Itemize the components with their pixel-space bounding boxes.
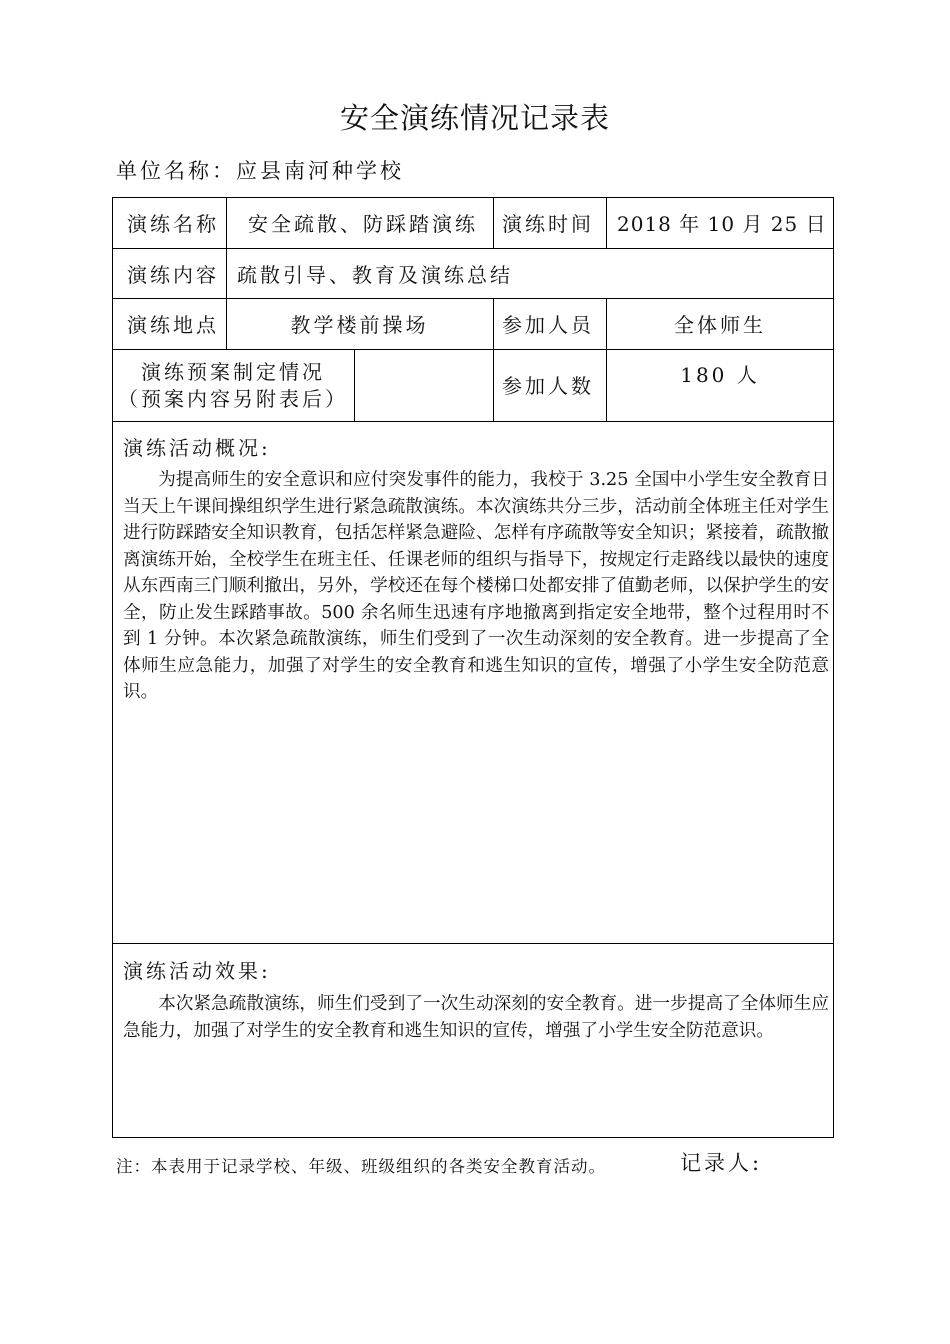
drill-time-value: 2018 年 10 月 25 日 bbox=[617, 212, 827, 236]
drill-name-label: 演练名称 bbox=[127, 212, 219, 236]
drill-location-value: 教学楼前操场 bbox=[290, 313, 429, 337]
recorder-label: 记录人: bbox=[680, 1151, 763, 1175]
overview-text: 为提高师生的安全意识和应付突发事件的能力，我校于 3.25 全国中小学生安全教育日当天上午课间操组织学生进行紧急疏散演练。本次演练共分三步，活动前全体班主任对学生进行防踩踏安全知识教育，包括怎样紧急避险、怎样有序疏散等安全知识；紧接着，疏散撤离演练开始，全校学生在班主任、任课老师的组织与指导下，按规定行走路线以最快的速度从东西南三门顺利撤出，另外，学校还在每个楼梯口处都安排了值勤老师，以保护学生的安全，防止发生踩踏事故。500 余名师生迅速有序地撤离到指定安全地带，整个过程用时不到 1 分钟。本次紧急疏散演练，师生们受到了一次生动深刻的安全教育。进一步提高了全体师生应急能力，加强了对学生的安全教育和逃生知识的宣传，增强了小学生安全防范意识。 bbox=[123, 470, 829, 702]
col-divider bbox=[606, 197, 607, 249]
row-divider bbox=[112, 248, 834, 249]
drill-content-value: 疏散引导、教育及演练总结 bbox=[237, 263, 513, 287]
unit-name: 单位名称：应县南河种学校 bbox=[116, 159, 404, 183]
participants-value: 全体师生 bbox=[674, 313, 766, 337]
row-divider bbox=[112, 421, 834, 422]
effect-text: 本次紧急疏散演练，师生们受到了一次生动深刻的安全教育。进一步提高了全体师生应急能力，加强了对学生的安全教育和逃生知识的宣传，增强了小学生安全防范意识。 bbox=[123, 994, 829, 1041]
plan-label-line1: 演练预案制定情况 bbox=[141, 360, 325, 384]
row-divider bbox=[112, 943, 834, 944]
participants-label: 参加人员 bbox=[502, 313, 594, 337]
col-divider bbox=[226, 197, 227, 249]
footer-note: 注：本表用于记录学校、年级、班级组织的各类安全教育活动。 bbox=[116, 1157, 606, 1176]
col-divider bbox=[226, 248, 227, 299]
document-title: 安全演练情况记录表 bbox=[339, 101, 610, 135]
col-divider bbox=[493, 298, 494, 421]
col-divider bbox=[354, 349, 355, 421]
overview-label: 演练活动概况: bbox=[123, 436, 271, 460]
effect-label: 演练活动效果: bbox=[123, 959, 271, 983]
plan-label-line2: （预案内容另附表后） bbox=[118, 387, 348, 411]
col-divider bbox=[493, 197, 494, 249]
participant-count-label: 参加人数 bbox=[502, 374, 594, 398]
participant-count-value: 180 人 bbox=[680, 363, 760, 387]
row-divider bbox=[112, 298, 834, 299]
drill-time-label: 演练时间 bbox=[502, 212, 594, 236]
drill-name-value: 安全疏散、防踩踏演练 bbox=[248, 212, 478, 236]
row-divider bbox=[112, 349, 834, 350]
drill-content-label: 演练内容 bbox=[127, 263, 219, 287]
drill-location-label: 演练地点 bbox=[127, 313, 219, 337]
